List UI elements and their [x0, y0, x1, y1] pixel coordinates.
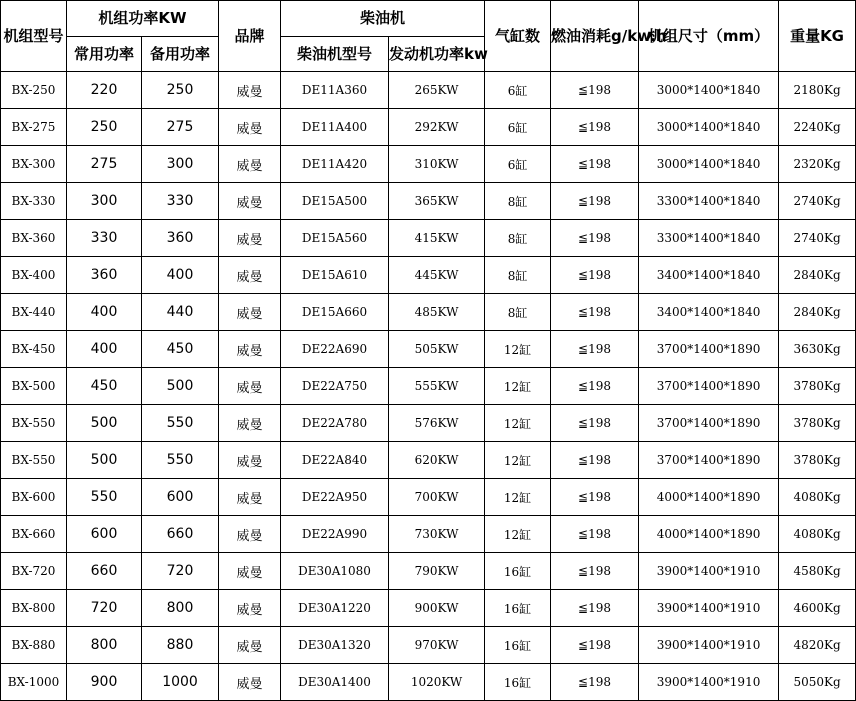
cell-engine-power: 620KW — [389, 442, 485, 479]
cell-model: BX-550 — [1, 442, 67, 479]
cell-prime-power: 500 — [67, 442, 142, 479]
cell-prime-power: 220 — [67, 72, 142, 109]
cell-unit-size: 3400*1400*1840 — [639, 257, 779, 294]
cell-weight: 2240Kg — [779, 109, 856, 146]
cell-prime-power: 550 — [67, 479, 142, 516]
cell-weight: 4080Kg — [779, 479, 856, 516]
cell-model: BX-660 — [1, 516, 67, 553]
cell-engine-model: DE15A610 — [281, 257, 389, 294]
cell-brand: 威曼 — [219, 109, 281, 146]
cell-fuel-consumption: ≦198 — [551, 331, 639, 368]
cell-unit-size: 3300*1400*1840 — [639, 183, 779, 220]
cell-cylinders: 12缸 — [485, 516, 551, 553]
cell-cylinders: 16缸 — [485, 553, 551, 590]
cell-weight: 4820Kg — [779, 627, 856, 664]
cell-engine-model: DE30A1320 — [281, 627, 389, 664]
cell-prime-power: 400 — [67, 294, 142, 331]
cell-standby-power: 400 — [142, 257, 219, 294]
table-row — [1, 109, 856, 146]
cell-engine-power: 365KW — [389, 183, 485, 220]
cell-engine-power: 700KW — [389, 479, 485, 516]
cell-engine-model: DE22A840 — [281, 442, 389, 479]
header-unit-power: 机组功率KW — [67, 1, 219, 37]
cell-engine-model: DE22A690 — [281, 331, 389, 368]
cell-weight: 4600Kg — [779, 590, 856, 627]
cell-engine-model: DE30A1400 — [281, 664, 389, 701]
cell-unit-size: 3000*1400*1840 — [639, 146, 779, 183]
cell-weight: 2740Kg — [779, 183, 856, 220]
cell-standby-power: 550 — [142, 405, 219, 442]
cell-cylinders: 12缸 — [485, 368, 551, 405]
cell-standby-power: 450 — [142, 331, 219, 368]
cell-brand: 威曼 — [219, 442, 281, 479]
cell-weight: 3780Kg — [779, 442, 856, 479]
cell-brand: 威曼 — [219, 257, 281, 294]
header-weight: 重量KG — [779, 1, 856, 72]
cell-model: BX-500 — [1, 368, 67, 405]
cell-cylinders: 16缸 — [485, 590, 551, 627]
cell-engine-power: 576KW — [389, 405, 485, 442]
cell-prime-power: 275 — [67, 146, 142, 183]
cell-prime-power: 300 — [67, 183, 142, 220]
header-diesel-engine: 柴油机 — [281, 1, 485, 37]
cell-standby-power: 1000 — [142, 664, 219, 701]
cell-model: BX-880 — [1, 627, 67, 664]
cell-engine-model: DE22A950 — [281, 479, 389, 516]
cell-standby-power: 880 — [142, 627, 219, 664]
cell-cylinders: 6缸 — [485, 72, 551, 109]
header-engine-model: 柴油机型号 — [281, 37, 389, 72]
cell-model: BX-250 — [1, 72, 67, 109]
cell-model: BX-300 — [1, 146, 67, 183]
cell-unit-size: 4000*1400*1890 — [639, 516, 779, 553]
table-row — [1, 368, 856, 405]
cell-weight: 2840Kg — [779, 257, 856, 294]
cell-unit-size: 3900*1400*1910 — [639, 627, 779, 664]
cell-engine-power: 730KW — [389, 516, 485, 553]
cell-standby-power: 275 — [142, 109, 219, 146]
cell-engine-model: DE11A400 — [281, 109, 389, 146]
cell-prime-power: 450 — [67, 368, 142, 405]
cell-unit-size: 4000*1400*1890 — [639, 479, 779, 516]
table-row — [1, 516, 856, 553]
cell-model: BX-360 — [1, 220, 67, 257]
cell-brand: 威曼 — [219, 331, 281, 368]
cell-standby-power: 550 — [142, 442, 219, 479]
cell-engine-power: 310KW — [389, 146, 485, 183]
cell-engine-model: DE11A360 — [281, 72, 389, 109]
table-row — [1, 183, 856, 220]
cell-fuel-consumption: ≦198 — [551, 368, 639, 405]
cell-standby-power: 660 — [142, 516, 219, 553]
cell-weight: 2320Kg — [779, 146, 856, 183]
cell-standby-power: 250 — [142, 72, 219, 109]
header-model: 机组型号 — [1, 1, 67, 72]
cell-fuel-consumption: ≦198 — [551, 627, 639, 664]
cell-engine-power: 445KW — [389, 257, 485, 294]
cell-engine-model: DE30A1220 — [281, 590, 389, 627]
cell-engine-power: 970KW — [389, 627, 485, 664]
cell-weight: 2740Kg — [779, 220, 856, 257]
cell-engine-model: DE11A420 — [281, 146, 389, 183]
table-body — [1, 72, 856, 701]
cell-fuel-consumption: ≦198 — [551, 479, 639, 516]
cell-model: BX-550 — [1, 405, 67, 442]
cell-unit-size: 3900*1400*1910 — [639, 553, 779, 590]
cell-engine-power: 900KW — [389, 590, 485, 627]
cell-prime-power: 660 — [67, 553, 142, 590]
cell-unit-size: 3900*1400*1910 — [639, 590, 779, 627]
cell-model: BX-330 — [1, 183, 67, 220]
cell-engine-power: 485KW — [389, 294, 485, 331]
cell-engine-model: DE22A990 — [281, 516, 389, 553]
header-standby-power: 备用功率 — [142, 37, 219, 72]
cell-prime-power: 400 — [67, 331, 142, 368]
cell-cylinders: 12缸 — [485, 479, 551, 516]
cell-unit-size: 3700*1400*1890 — [639, 405, 779, 442]
cell-engine-power: 505KW — [389, 331, 485, 368]
cell-fuel-consumption: ≦198 — [551, 516, 639, 553]
cell-model: BX-1000 — [1, 664, 67, 701]
header-row-top — [1, 1, 856, 37]
table-row — [1, 220, 856, 257]
table-row — [1, 590, 856, 627]
cell-unit-size: 3400*1400*1840 — [639, 294, 779, 331]
cell-weight: 4080Kg — [779, 516, 856, 553]
cell-weight: 3780Kg — [779, 368, 856, 405]
cell-unit-size: 3700*1400*1890 — [639, 331, 779, 368]
header-prime-power: 常用功率 — [67, 37, 142, 72]
cell-unit-size: 3700*1400*1890 — [639, 368, 779, 405]
cell-fuel-consumption: ≦198 — [551, 405, 639, 442]
cell-weight: 5050Kg — [779, 664, 856, 701]
table-row — [1, 294, 856, 331]
header-fuel-consumption: 燃油消耗g/kw.h — [551, 1, 639, 72]
cell-brand: 威曼 — [219, 146, 281, 183]
cell-standby-power: 720 — [142, 553, 219, 590]
table-row — [1, 72, 856, 109]
cell-brand: 威曼 — [219, 590, 281, 627]
table-row — [1, 405, 856, 442]
cell-prime-power: 720 — [67, 590, 142, 627]
cell-cylinders: 6缸 — [485, 109, 551, 146]
cell-weight: 2180Kg — [779, 72, 856, 109]
cell-unit-size: 3000*1400*1840 — [639, 109, 779, 146]
cell-cylinders: 16缸 — [485, 664, 551, 701]
cell-unit-size: 3000*1400*1840 — [639, 72, 779, 109]
cell-cylinders: 8缸 — [485, 183, 551, 220]
cell-fuel-consumption: ≦198 — [551, 183, 639, 220]
header-engine-power: 发动机功率kw — [389, 37, 485, 72]
cell-unit-size: 3700*1400*1890 — [639, 442, 779, 479]
cell-standby-power: 800 — [142, 590, 219, 627]
cell-engine-power: 265KW — [389, 72, 485, 109]
cell-fuel-consumption: ≦198 — [551, 109, 639, 146]
cell-brand: 威曼 — [219, 516, 281, 553]
header-unit-size: 机组尺寸（mm） — [639, 1, 779, 72]
cell-brand: 威曼 — [219, 220, 281, 257]
cell-weight: 3780Kg — [779, 405, 856, 442]
cell-standby-power: 500 — [142, 368, 219, 405]
cell-cylinders: 8缸 — [485, 257, 551, 294]
cell-brand: 威曼 — [219, 294, 281, 331]
cell-model: BX-800 — [1, 590, 67, 627]
cell-cylinders: 12缸 — [485, 331, 551, 368]
cell-engine-model: DE15A500 — [281, 183, 389, 220]
cell-brand: 威曼 — [219, 405, 281, 442]
cell-fuel-consumption: ≦198 — [551, 442, 639, 479]
cell-prime-power: 500 — [67, 405, 142, 442]
cell-prime-power: 600 — [67, 516, 142, 553]
table-row — [1, 479, 856, 516]
cell-standby-power: 600 — [142, 479, 219, 516]
cell-cylinders: 8缸 — [485, 220, 551, 257]
cell-fuel-consumption: ≦198 — [551, 553, 639, 590]
cell-engine-power: 1020KW — [389, 664, 485, 701]
cell-prime-power: 900 — [67, 664, 142, 701]
cell-fuel-consumption: ≦198 — [551, 294, 639, 331]
table-row — [1, 553, 856, 590]
cell-brand: 威曼 — [219, 664, 281, 701]
table-row — [1, 331, 856, 368]
cell-model: BX-600 — [1, 479, 67, 516]
cell-brand: 威曼 — [219, 72, 281, 109]
cell-fuel-consumption: ≦198 — [551, 664, 639, 701]
table-row — [1, 627, 856, 664]
cell-engine-power: 555KW — [389, 368, 485, 405]
cell-engine-power: 415KW — [389, 220, 485, 257]
cell-brand: 威曼 — [219, 627, 281, 664]
cell-prime-power: 360 — [67, 257, 142, 294]
cell-engine-model: DE30A1080 — [281, 553, 389, 590]
header-brand: 品牌 — [219, 1, 281, 72]
cell-weight: 3630Kg — [779, 331, 856, 368]
cell-engine-power: 790KW — [389, 553, 485, 590]
cell-fuel-consumption: ≦198 — [551, 72, 639, 109]
table-row — [1, 257, 856, 294]
cell-brand: 威曼 — [219, 183, 281, 220]
cell-unit-size: 3900*1400*1910 — [639, 664, 779, 701]
cell-model: BX-440 — [1, 294, 67, 331]
cell-weight: 2840Kg — [779, 294, 856, 331]
cell-fuel-consumption: ≦198 — [551, 590, 639, 627]
cell-model: BX-720 — [1, 553, 67, 590]
table-row — [1, 664, 856, 701]
cell-fuel-consumption: ≦198 — [551, 257, 639, 294]
cell-cylinders: 12缸 — [485, 405, 551, 442]
cell-cylinders: 16缸 — [485, 627, 551, 664]
header-cylinders: 气缸数 — [485, 1, 551, 72]
cell-standby-power: 300 — [142, 146, 219, 183]
cell-brand: 威曼 — [219, 553, 281, 590]
cell-standby-power: 330 — [142, 183, 219, 220]
cell-model: BX-400 — [1, 257, 67, 294]
table-row — [1, 442, 856, 479]
cell-prime-power: 330 — [67, 220, 142, 257]
cell-fuel-consumption: ≦198 — [551, 146, 639, 183]
cell-engine-model: DE15A660 — [281, 294, 389, 331]
cell-engine-power: 292KW — [389, 109, 485, 146]
cell-model: BX-450 — [1, 331, 67, 368]
cell-model: BX-275 — [1, 109, 67, 146]
cell-cylinders: 8缸 — [485, 294, 551, 331]
cell-unit-size: 3300*1400*1840 — [639, 220, 779, 257]
cell-standby-power: 440 — [142, 294, 219, 331]
cell-cylinders: 12缸 — [485, 442, 551, 479]
table-row — [1, 146, 856, 183]
cell-engine-model: DE22A780 — [281, 405, 389, 442]
cell-standby-power: 360 — [142, 220, 219, 257]
cell-fuel-consumption: ≦198 — [551, 220, 639, 257]
cell-engine-model: DE22A750 — [281, 368, 389, 405]
cell-engine-model: DE15A560 — [281, 220, 389, 257]
cell-brand: 威曼 — [219, 368, 281, 405]
cell-weight: 4580Kg — [779, 553, 856, 590]
cell-brand: 威曼 — [219, 479, 281, 516]
cell-cylinders: 6缸 — [485, 146, 551, 183]
cell-prime-power: 250 — [67, 109, 142, 146]
cell-prime-power: 800 — [67, 627, 142, 664]
